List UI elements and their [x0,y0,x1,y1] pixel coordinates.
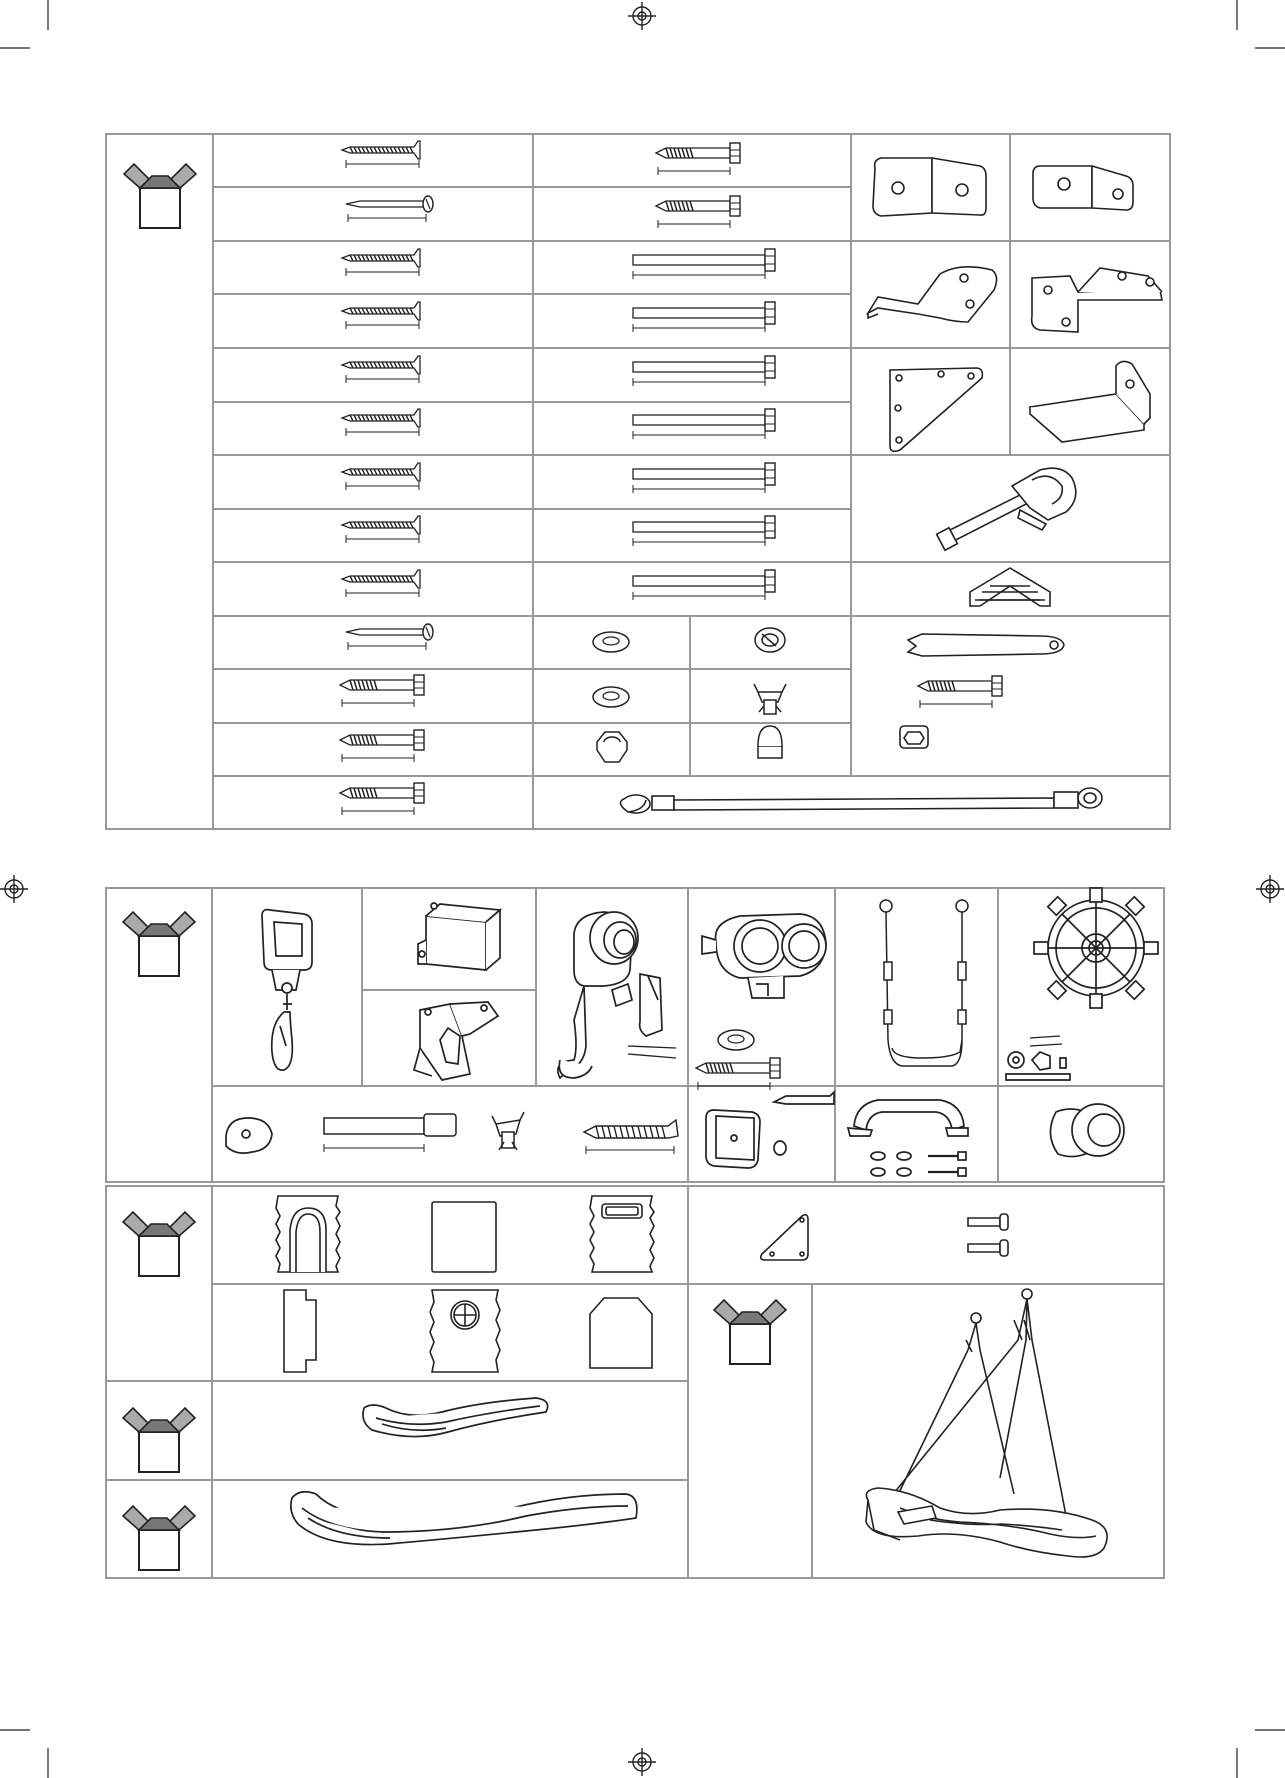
hardware-section [106,134,1170,829]
open-box-icon [123,1506,195,1570]
offset-bracket [868,267,997,322]
t-nut [492,1112,524,1150]
angle-bracket [873,158,986,216]
cap-nut [758,726,782,758]
binoculars [696,914,826,1090]
hex-nut [597,732,627,762]
registration-mark-right [1256,875,1284,903]
handle [848,1100,968,1176]
knob [1050,1104,1124,1157]
bolt-pair [968,1214,1008,1256]
glider-swing [866,1289,1107,1557]
swing-hanger-assembly [937,468,1076,550]
corner-bracket-angled [414,1002,498,1080]
tension-rod [620,788,1102,813]
open-box-icon [124,164,196,228]
porthole-panel [430,1290,500,1372]
periscope [558,912,676,1078]
a-frame-bracket [970,568,1050,606]
corner-bracket [418,903,500,970]
t-nut [754,684,786,714]
flat-washer [593,687,629,707]
wave-slide-long [291,1492,637,1545]
middle-bolt-column [633,143,775,600]
registration-mark-top [628,2,656,30]
plain-panel [432,1202,496,1272]
roof-panel [590,1298,652,1368]
belt-swing [880,900,968,1066]
flat-washer [593,632,629,652]
triangle-plate [890,368,982,451]
l-bracket [1030,361,1150,442]
flat-corner-bracket [1033,166,1133,210]
ship-wheel [1006,888,1158,1080]
left-fastener-column [340,141,433,815]
swing-hanger [262,910,312,1071]
bolt [324,1114,456,1152]
lock-washer [755,628,785,652]
open-box-icon [714,1300,786,1364]
wave-slide-short [363,1398,548,1437]
registration-mark-left [0,875,28,903]
strap-with-lag-bolt-and-spacer [900,634,1064,748]
open-box-icon [123,912,195,976]
open-box-icon [123,1212,195,1276]
swing-bracket [1032,268,1162,332]
open-box-icon [123,1408,195,1472]
gusset [761,1215,808,1260]
window-slot-panel [590,1196,654,1272]
narrow-panel [284,1290,316,1372]
screw [584,1120,678,1154]
end-cap [706,1092,834,1168]
rock-hold [226,1118,272,1153]
registration-mark-bottom [628,1748,656,1776]
arch-panel [276,1196,340,1272]
